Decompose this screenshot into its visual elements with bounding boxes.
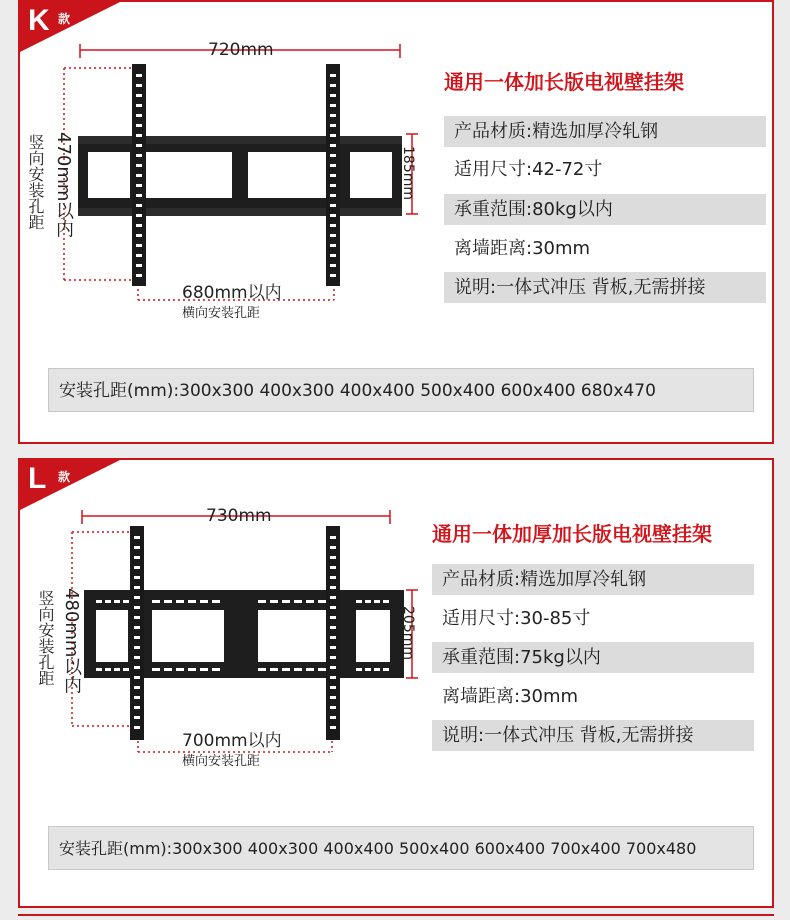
- holes-label: 安装孔距(mm):: [59, 381, 180, 401]
- arm-slot: [136, 164, 142, 167]
- plate-slot: [212, 668, 220, 671]
- arm-slot: [136, 254, 142, 257]
- arm-slot: [330, 184, 336, 187]
- next-panel-edge: [18, 914, 774, 920]
- arm-slot: [330, 194, 336, 197]
- arm-slot: [134, 616, 140, 619]
- arm-slot: [136, 204, 142, 207]
- plate-slot: [96, 668, 102, 671]
- arm-slot: [136, 174, 142, 177]
- plate-slot: [318, 668, 326, 671]
- arm-slot: [330, 104, 336, 107]
- plate-slot: [383, 600, 389, 603]
- plate-slot: [188, 600, 196, 603]
- plate-slot: [356, 600, 362, 603]
- left-dimension: 480mm以内: [61, 588, 82, 694]
- spec-label: 适用尺寸:: [442, 608, 521, 629]
- arm-slot: [134, 706, 140, 709]
- arm-slot: [134, 716, 140, 719]
- spec-value: 一体式冲压 背板,无需拼接: [496, 277, 706, 298]
- arm-slot: [330, 94, 336, 97]
- arm-slot: [330, 576, 336, 579]
- arm-slot: [330, 134, 336, 137]
- arm-slot: [330, 244, 336, 247]
- model-letter: L: [28, 462, 47, 495]
- arm-slot: [134, 566, 140, 569]
- arm-slot: [330, 556, 336, 559]
- spec-value: 30-85寸: [520, 608, 591, 629]
- plate-slot: [318, 600, 326, 603]
- arm-slot: [330, 586, 336, 589]
- spec-value: 30mm: [520, 686, 579, 707]
- plate-slot: [200, 600, 208, 603]
- arm-slot: [134, 536, 140, 539]
- holes-label: 安装孔距(mm):: [59, 839, 173, 858]
- right-dimension: 205mm: [400, 606, 416, 660]
- plate-slot: [282, 600, 290, 603]
- spec-label: 承重范围:: [442, 647, 521, 668]
- product-panel-l: [18, 458, 774, 908]
- plate-slot: [356, 668, 362, 671]
- plate-slot: [114, 668, 120, 671]
- arm-slot: [136, 194, 142, 197]
- arm-slot: [134, 666, 140, 669]
- spec-row-material: [432, 564, 754, 595]
- arm-slot: [330, 84, 336, 87]
- arm-slot: [136, 264, 142, 267]
- arm-slot: [330, 144, 336, 147]
- arm-slot: [134, 646, 140, 649]
- plate-slot: [105, 668, 111, 671]
- plate-slot: [114, 600, 120, 603]
- product-panel-k: [18, 0, 774, 444]
- arm-slot: [136, 224, 142, 227]
- arm-slot: [134, 696, 140, 699]
- holes-value: 300x300 400x300 400x400 500x400 600x400 680x470: [179, 381, 656, 401]
- arm-slot: [330, 174, 336, 177]
- arm-slot: [136, 144, 142, 147]
- arm-slot: [136, 244, 142, 247]
- spec-row-note: [432, 720, 754, 751]
- arm-slot: [136, 104, 142, 107]
- left-caption: 竖向安装孔距: [26, 134, 45, 230]
- spec-value: 80kg以内: [532, 199, 613, 220]
- mounting-holes-bar: [48, 368, 754, 412]
- arm-slot: [134, 596, 140, 599]
- arm-slot: [330, 74, 336, 77]
- arm-slot: [330, 686, 336, 689]
- arm-slot: [330, 254, 336, 257]
- plate-slot: [200, 668, 208, 671]
- arm-slot: [330, 204, 336, 207]
- arm-slot: [330, 706, 336, 709]
- spec-label: 承重范围:: [454, 199, 533, 220]
- arm-slot: [136, 274, 142, 277]
- spec-value: 75kg以内: [520, 647, 601, 668]
- spec-row-note: [444, 272, 766, 303]
- spec-label: 产品材质:: [442, 569, 521, 590]
- arm-slot: [330, 616, 336, 619]
- arm-slot: [134, 656, 140, 659]
- top-dimension: 720mm: [208, 40, 274, 60]
- spec-row-load: [432, 642, 754, 673]
- product-title: 通用一体加厚加长版电视壁挂架: [432, 522, 712, 546]
- plate-slot: [123, 668, 129, 671]
- arm-slot: [330, 274, 336, 277]
- plate-slot: [294, 668, 302, 671]
- arm-slot: [136, 184, 142, 187]
- arm-slot: [330, 114, 336, 117]
- plate-slot: [383, 668, 389, 671]
- arm-slot: [134, 546, 140, 549]
- product-title: 通用一体加长版电视壁挂架: [444, 70, 684, 94]
- spec-label: 适用尺寸:: [454, 159, 533, 180]
- model-word: 款: [58, 12, 71, 26]
- arm-slot: [330, 214, 336, 217]
- spec-label: 产品材质:: [454, 121, 533, 142]
- plate-slot: [176, 600, 184, 603]
- spec-label: 说明:: [454, 277, 497, 298]
- arm-slot: [136, 234, 142, 237]
- arm-slot: [136, 214, 142, 217]
- arm-slot: [136, 84, 142, 87]
- holes-value: 300x300 400x300 400x400 500x400 600x400 700x400 700x480: [172, 839, 697, 858]
- arm-slot: [330, 636, 336, 639]
- arm-slot: [330, 234, 336, 237]
- plate-slot: [258, 600, 266, 603]
- arm-slot: [136, 134, 142, 137]
- spec-value: 30mm: [532, 238, 591, 259]
- arm-slot: [136, 94, 142, 97]
- plate-slot: [96, 600, 102, 603]
- right-dimension: 185mm: [400, 146, 416, 200]
- spec-row-load: [444, 194, 766, 225]
- model-word: 款: [58, 470, 71, 484]
- plate-slot: [270, 668, 278, 671]
- plate-slot: [164, 600, 172, 603]
- bottom-caption: 横向安装孔距: [182, 306, 261, 321]
- arm-slot: [330, 154, 336, 157]
- arm-slot: [330, 656, 336, 659]
- arm-slot: [136, 124, 142, 127]
- spec-value: 精选加厚冷轧钢: [520, 569, 647, 590]
- arm-slot: [330, 536, 336, 539]
- spec-row-distance: [444, 233, 766, 264]
- plate-slot: [164, 668, 172, 671]
- spec-value: 精选加厚冷轧钢: [532, 121, 659, 142]
- plate-slot: [123, 600, 129, 603]
- plate-slot: [365, 600, 371, 603]
- arm-slot: [330, 696, 336, 699]
- spec-label: 离墙距离:: [454, 238, 533, 259]
- arm-slot: [330, 596, 336, 599]
- arm-slot: [134, 606, 140, 609]
- plate-slot: [365, 668, 371, 671]
- arm-slot: [330, 224, 336, 227]
- spec-value: 42-72寸: [532, 159, 603, 180]
- bracket-diagram: [20, 2, 420, 332]
- spec-row-material: [444, 116, 766, 147]
- arm-slot: [134, 586, 140, 589]
- arm-slot: [330, 626, 336, 629]
- spec-row-distance: [432, 681, 754, 712]
- arm-slot: [134, 626, 140, 629]
- plate-slot: [374, 600, 380, 603]
- arm-slot: [330, 726, 336, 729]
- plate-slot: [374, 668, 380, 671]
- arm-slot: [134, 636, 140, 639]
- bracket-diagram: [20, 460, 420, 790]
- arm-slot: [134, 556, 140, 559]
- arm-slot: [330, 566, 336, 569]
- top-dimension: 730mm: [206, 506, 272, 526]
- bottom-dimension: 700mm以内: [182, 731, 282, 751]
- plate-slot: [282, 668, 290, 671]
- arm-slot: [330, 606, 336, 609]
- bottom-caption: 横向安装孔距: [182, 754, 261, 769]
- mounting-holes-bar: [48, 826, 754, 870]
- arm-slot: [330, 264, 336, 267]
- arm-slot: [134, 686, 140, 689]
- arm-slot: [134, 676, 140, 679]
- arm-slot: [134, 576, 140, 579]
- plate-slot: [212, 600, 220, 603]
- left-caption: 竖向安装孔距: [36, 590, 55, 686]
- left-dimension: 470mm以内: [53, 132, 74, 238]
- spec-label: 说明:: [442, 725, 485, 746]
- plate-slot: [176, 668, 184, 671]
- plate-slot: [258, 668, 266, 671]
- arm-slot: [330, 666, 336, 669]
- bottom-dimension: 680mm以内: [182, 283, 282, 303]
- plate-slot: [270, 600, 278, 603]
- plate-slot: [188, 668, 196, 671]
- arm-slot: [330, 164, 336, 167]
- arm-slot: [330, 676, 336, 679]
- spec-value: 一体式冲压 背板,无需拼接: [484, 725, 694, 746]
- plate-slot: [152, 600, 160, 603]
- arm-slot: [136, 154, 142, 157]
- arm-slot: [136, 74, 142, 77]
- plate-slot: [306, 600, 314, 603]
- arm-slot: [330, 716, 336, 719]
- plate-slot: [152, 668, 160, 671]
- spec-row-size: [432, 603, 754, 634]
- spec-row-size: [444, 154, 766, 185]
- arm-slot: [330, 546, 336, 549]
- arm-slot: [330, 646, 336, 649]
- spec-label: 离墙距离:: [442, 686, 521, 707]
- plate-slot: [105, 600, 111, 603]
- model-letter: K: [28, 4, 50, 37]
- plate-slot: [294, 600, 302, 603]
- plate-slot: [306, 668, 314, 671]
- arm-slot: [134, 726, 140, 729]
- arm-slot: [330, 124, 336, 127]
- arm-slot: [136, 114, 142, 117]
